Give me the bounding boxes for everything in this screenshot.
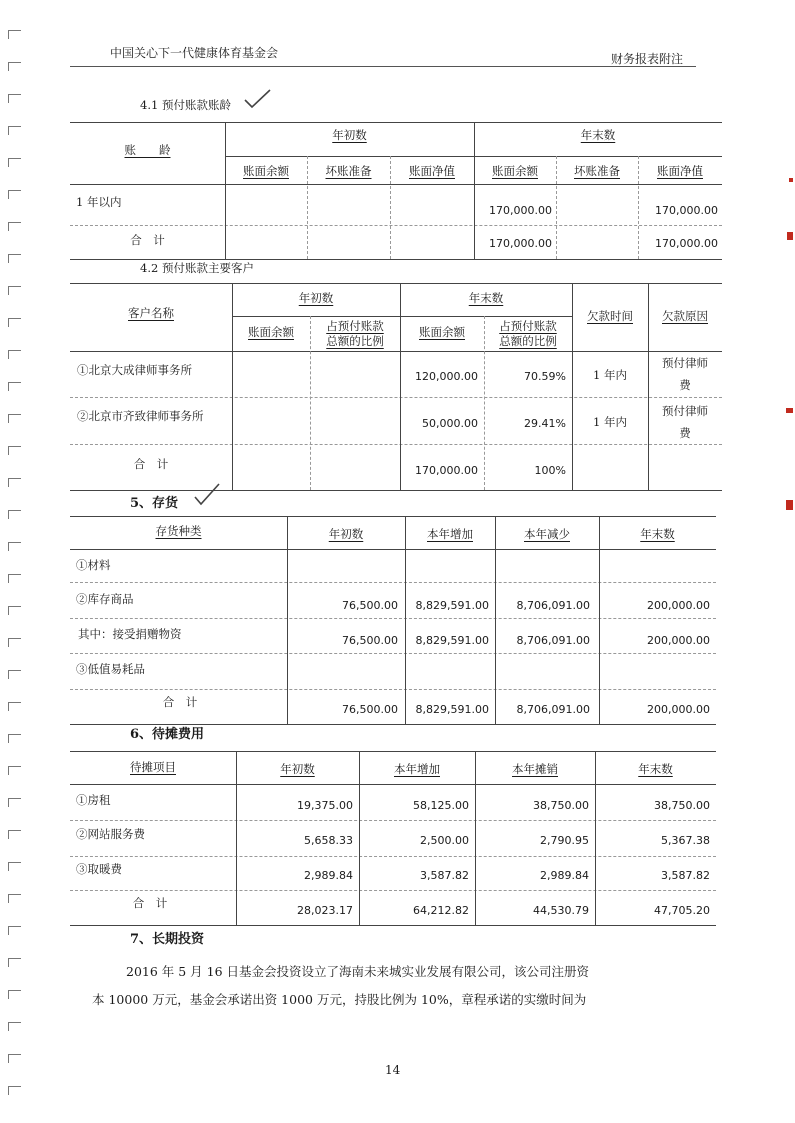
binding-hole [8,702,21,711]
binding-hole [8,638,21,647]
cell-value: 8,706,091.00 [516,703,590,716]
binding-hole [8,798,21,807]
cell-value: 3,587.82 [661,869,710,882]
header-org: 中国关心下一代健康体育基金会 [110,46,279,60]
col-header: 占预付账款 [499,319,557,333]
row-label: ①北京大成律师事务所 [77,363,192,377]
cell-value: 200,000.00 [647,634,710,647]
binding-hole [8,350,21,359]
col-header-arrears-time: 欠款时间 [587,309,633,323]
binding-hole [8,830,21,839]
section-6-title: 6、待摊费用 [130,727,205,742]
stamp-bleed [786,500,793,510]
row-label: ②网站服务费 [76,827,145,841]
cell-value: 76,500.00 [342,599,398,612]
cell-time: 1 年内 [593,415,627,429]
row-label: 合 计 [132,896,168,910]
cell-value: 170,000.00 [655,237,718,250]
cell-value: 170,000.00 [489,237,552,250]
row-label: 合 计 [162,695,198,709]
col-header-customer: 客户名称 [128,306,174,320]
header-rule [70,66,696,67]
cell-value: 28,023.17 [297,904,353,917]
cell-reason: 费 [679,426,691,440]
col-header: 年初数 [328,527,364,541]
cell-value: 2,989.84 [540,869,589,882]
cell-value: 2,989.84 [304,869,353,882]
binding-hole [8,414,21,423]
binding-hole [8,542,21,551]
col-group-opening: 年初数 [332,128,367,142]
row-label: 合 计 [130,233,165,247]
cell-value: 29.41% [524,417,566,430]
section-5-title: 5、存货 [130,496,179,511]
stamp-bleed [786,408,793,413]
cell-value: 47,705.20 [654,904,710,917]
row-label: ③取暖费 [76,862,122,876]
cell-value: 120,000.00 [415,370,478,383]
cell-value: 170,000.00 [415,464,478,477]
binding-hole [8,254,21,263]
cell-value: 8,829,591.00 [415,599,489,612]
binding-hole [8,62,21,71]
col-header: 坏账准备 [574,164,620,178]
binding-margin [0,0,34,1123]
cell-value: 2,790.95 [540,834,589,847]
col-header-arrears-reason: 欠款原因 [662,309,708,323]
binding-hole [8,574,21,583]
cell-value: 170,000.00 [655,204,718,217]
binding-hole [8,94,21,103]
cell-value: 200,000.00 [647,599,710,612]
binding-hole [8,158,21,167]
binding-hole [8,478,21,487]
col-header: 账面余额 [243,164,289,178]
cell-value: 5,658.33 [304,834,353,847]
cell-value: 38,750.00 [533,799,589,812]
paragraph-line: 2016 年 5 月 16 日基金会投资设立了海南未来城实业发展有限公司，该公司注册资 [126,964,590,979]
cell-value: 3,587.82 [420,869,469,882]
binding-hole [8,958,21,967]
row-label: ①房租 [76,793,111,807]
cell-value: 70.59% [524,370,566,383]
stamp-bleed [789,178,793,182]
binding-hole [8,766,21,775]
cell-value: 170,000.00 [489,204,552,217]
binding-hole [8,222,21,231]
cell-value: 8,706,091.00 [516,634,590,647]
binding-hole [8,318,21,327]
col-header: 本年增加 [394,762,440,776]
col-header-aging: 账 龄 [124,143,171,157]
stamp-bleed [787,232,793,240]
header-doc-title: 财务报表附注 [611,52,684,66]
col-header: 占预付账款 [326,319,384,333]
col-header: 本年减少 [524,527,570,541]
binding-hole [8,1054,21,1063]
binding-hole [8,990,21,999]
section-4-1-title: 4.1 预付账款账龄 [140,98,231,112]
col-group-closing: 年末数 [468,291,504,305]
col-header: 本年增加 [427,527,473,541]
cell-value: 50,000.00 [422,417,478,430]
binding-hole [8,382,21,391]
col-header: 账面余额 [419,325,465,339]
checkmark-icon [243,88,273,110]
binding-hole [8,862,21,871]
page-number: 14 [385,1063,401,1077]
row-label: ①材料 [76,558,111,572]
row-label: ②北京市齐致律师事务所 [77,409,204,423]
col-header: 年末数 [640,527,675,541]
col-header: 账面余额 [492,164,538,178]
section-7-title: 7、长期投资 [130,932,205,947]
col-header: 年末数 [638,762,673,776]
binding-hole [8,606,21,615]
paragraph-line: 本 10000 万元，基金会承诺出资 1000 万元，持股比例为 10%，章程承诺的实缴时间为 [92,992,587,1007]
binding-hole [8,126,21,135]
cell-value: 76,500.00 [342,703,398,716]
cell-value: 200,000.00 [647,703,710,716]
cell-value: 8,829,591.00 [415,634,489,647]
binding-hole [8,510,21,519]
cell-value: 8,829,591.00 [415,703,489,716]
col-header: 账面余额 [248,325,294,339]
cell-reason: 预付律师 [662,404,708,418]
cell-value: 100% [534,464,566,477]
col-header: 待摊项目 [130,760,176,774]
col-header: 总额的比例 [326,334,384,348]
col-group-closing: 年末数 [580,128,616,142]
col-header: 账面净值 [657,164,703,178]
cell-reason: 预付律师 [662,356,708,370]
row-label: ②库存商品 [76,592,134,606]
col-header: 年初数 [280,762,315,776]
cell-value: 58,125.00 [413,799,469,812]
section-4-2-title: 4.2 预付账款主要客户 [140,261,254,275]
row-label: ③低值易耗品 [76,662,145,676]
binding-hole [8,894,21,903]
col-header: 坏账准备 [325,164,372,178]
cell-value: 38,750.00 [654,799,710,812]
row-label: 合 计 [133,457,169,471]
cell-value: 64,212.82 [413,904,469,917]
binding-hole [8,286,21,295]
cell-value: 8,706,091.00 [516,599,590,612]
row-label: 1 年以内 [76,195,122,209]
col-header: 存货种类 [155,524,202,538]
binding-hole [8,446,21,455]
binding-hole [8,734,21,743]
col-header: 本年摊销 [512,762,558,776]
binding-hole [8,190,21,199]
cell-value: 19,375.00 [297,799,353,812]
cell-value: 2,500.00 [420,834,469,847]
binding-hole [8,1022,21,1031]
checkmark-icon [193,482,221,508]
cell-value: 5,367.38 [661,834,710,847]
cell-value: 44,530.79 [533,904,589,917]
col-header: 账面净值 [409,164,455,178]
col-header: 总额的比例 [499,334,557,348]
col-group-opening: 年初数 [298,291,334,305]
binding-hole [8,1086,21,1095]
binding-hole [8,926,21,935]
row-label: 其中：接受捐赠物资 [78,627,182,641]
cell-value: 76,500.00 [342,634,398,647]
cell-reason: 费 [679,378,691,392]
binding-hole [8,30,21,39]
cell-time: 1 年内 [593,368,627,382]
binding-hole [8,670,21,679]
